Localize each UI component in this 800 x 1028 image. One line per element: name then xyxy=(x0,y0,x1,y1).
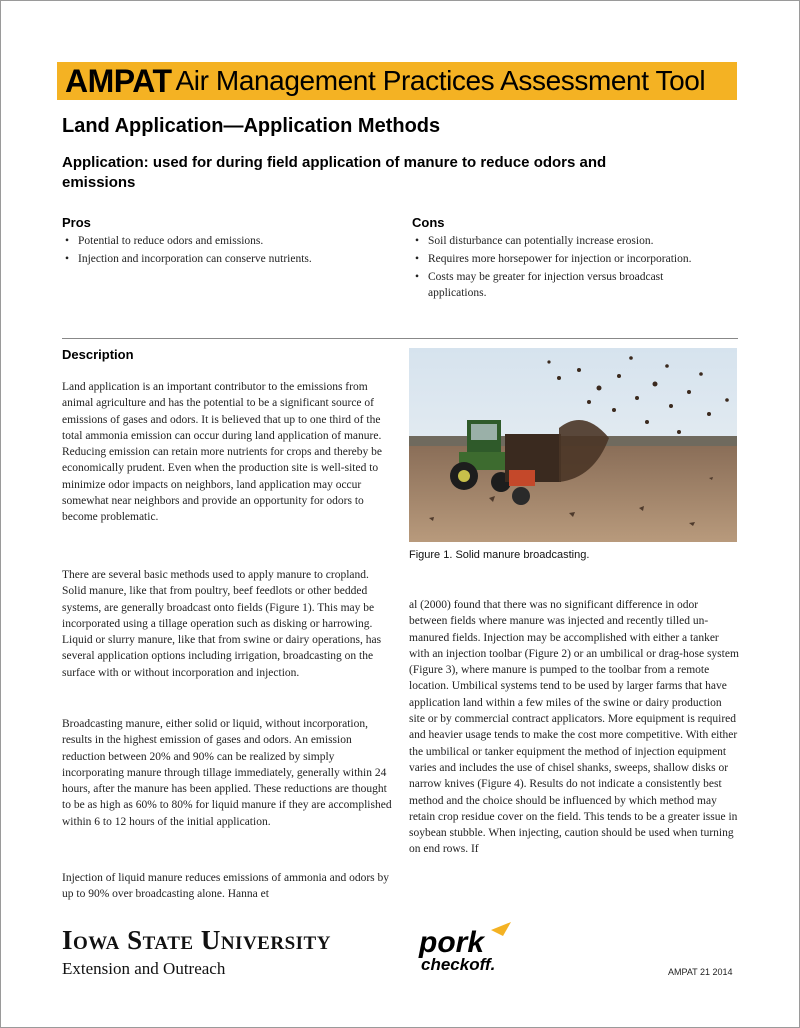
logo-accent-icon xyxy=(491,922,511,936)
banner-full-name: Air Management Practices Assessment Tool xyxy=(175,65,706,96)
extension-outreach-label: Extension and Outreach xyxy=(62,959,226,978)
pros-item: • Potential to reduce odors and emissions. xyxy=(62,233,392,249)
pros-heading: Pros xyxy=(62,215,91,230)
cons-item: • Soil disturbance can potentially increase erosion. xyxy=(412,233,712,249)
pros-item: • Injection and incorporation can conserve nutrients. xyxy=(62,251,392,267)
cons-item: • Costs may be greater for injection versus broadcast applications. xyxy=(412,269,712,301)
banner-abbreviation: AMPAT xyxy=(65,62,172,99)
page-title: Land Application—Application Methods xyxy=(62,115,441,137)
description-paragraph-right: al (2000) found that there was no significant difference in odor between fields where manure was injected and recently tilled un-manured fields. Injection may be accomplished with either a tanker with an injection toolbar (Figure 2) or an umbilical or drag-hose system (Figure 3), where manure is pumped to the toolbar from a remote location. Umbilical systems tend to be used by larger farms that have application land within a few miles of the swine or dairy production site or by commercial contract applicators. More equipment is required and heavier usage tends to make the cost more competitive. With either the umbilical or tanker equipment the method of injection equipment varies and includes the use of chisel shanks, sweeps, shallow disks or narrow knives (Figure 4). Results do not indicate a consistently best method and the choice should be influenced by which method may retain crop residue cover on the field. This tends to be a greater issue in soybean stubble. When injecting, caution should be used when turning on end rows. If xyxy=(409,599,739,856)
cons-heading: Cons xyxy=(412,215,445,230)
page-subtitle: Application: used for during field application of manure to reduce odors and emissions xyxy=(62,154,607,191)
checkoff-logo-text: checkoff. xyxy=(421,955,496,974)
cons-list xyxy=(412,233,712,303)
section-divider xyxy=(62,338,738,339)
ampat-banner xyxy=(57,62,737,100)
description-paragraph: There are several basic methods used to apply manure to cropland. Solid manure, like that from poultry, beef feedlots or other bedded systems, are generally broadcast onto fields (Figure 1). This may be incorporated using a tillage operation such as disking or harrowing. Liquid or slurry manure, like that from swine or dairy operations, has several application options including irrigation, broadcasting on the surface with or without incorporation and injection. xyxy=(62,569,382,679)
description-paragraph: Land application is an important contributor to the emissions from animal agriculture and has the potential to be a significant source of emissions of gases and odors. It is believed that up to one third of the total ammonia emission can occur during land application of manure. Reducing emission can retain more nutrients for crops and thereby be economically prudent. Even when the production site is well-sited to minimize odor impacts on neighbors, land application may occur somewhat near neighbors and provide an opportunity for odors to become problematic. xyxy=(62,381,382,524)
description-heading: Description xyxy=(62,347,134,362)
pork-logo-text: pork xyxy=(419,926,485,959)
manure-spreader-photo xyxy=(409,348,737,542)
document-id: AMPAT 21 2014 xyxy=(668,967,733,977)
pros-list xyxy=(62,233,392,269)
iowa-state-university-wordmark xyxy=(62,925,331,956)
pork-checkoff-logo xyxy=(415,922,535,982)
description-paragraph: Broadcasting manure, either solid or liquid, without incorporation, results in the highest emission of gases and odors. An emission reduction between 20% and 90% can be realized by simply incorporating manure through tillage immediately, generally within 24 hours, after the manure has been applied. These reductions are thought to be as high as 60% to 80% for liquid manure if they are accomplished within 6 to 12 hours of the initial application. xyxy=(62,718,392,828)
university-name: Iowa State University xyxy=(62,925,331,955)
description-paragraph: Injection of liquid manure reduces emissions of ammonia and odors by up to 90% over broadcasting alone. Hanna et xyxy=(62,872,390,901)
cons-item: • Requires more horsepower for injection or incorporation. xyxy=(412,251,712,267)
figure-caption: Figure 1. Solid manure broadcasting. xyxy=(409,549,590,561)
